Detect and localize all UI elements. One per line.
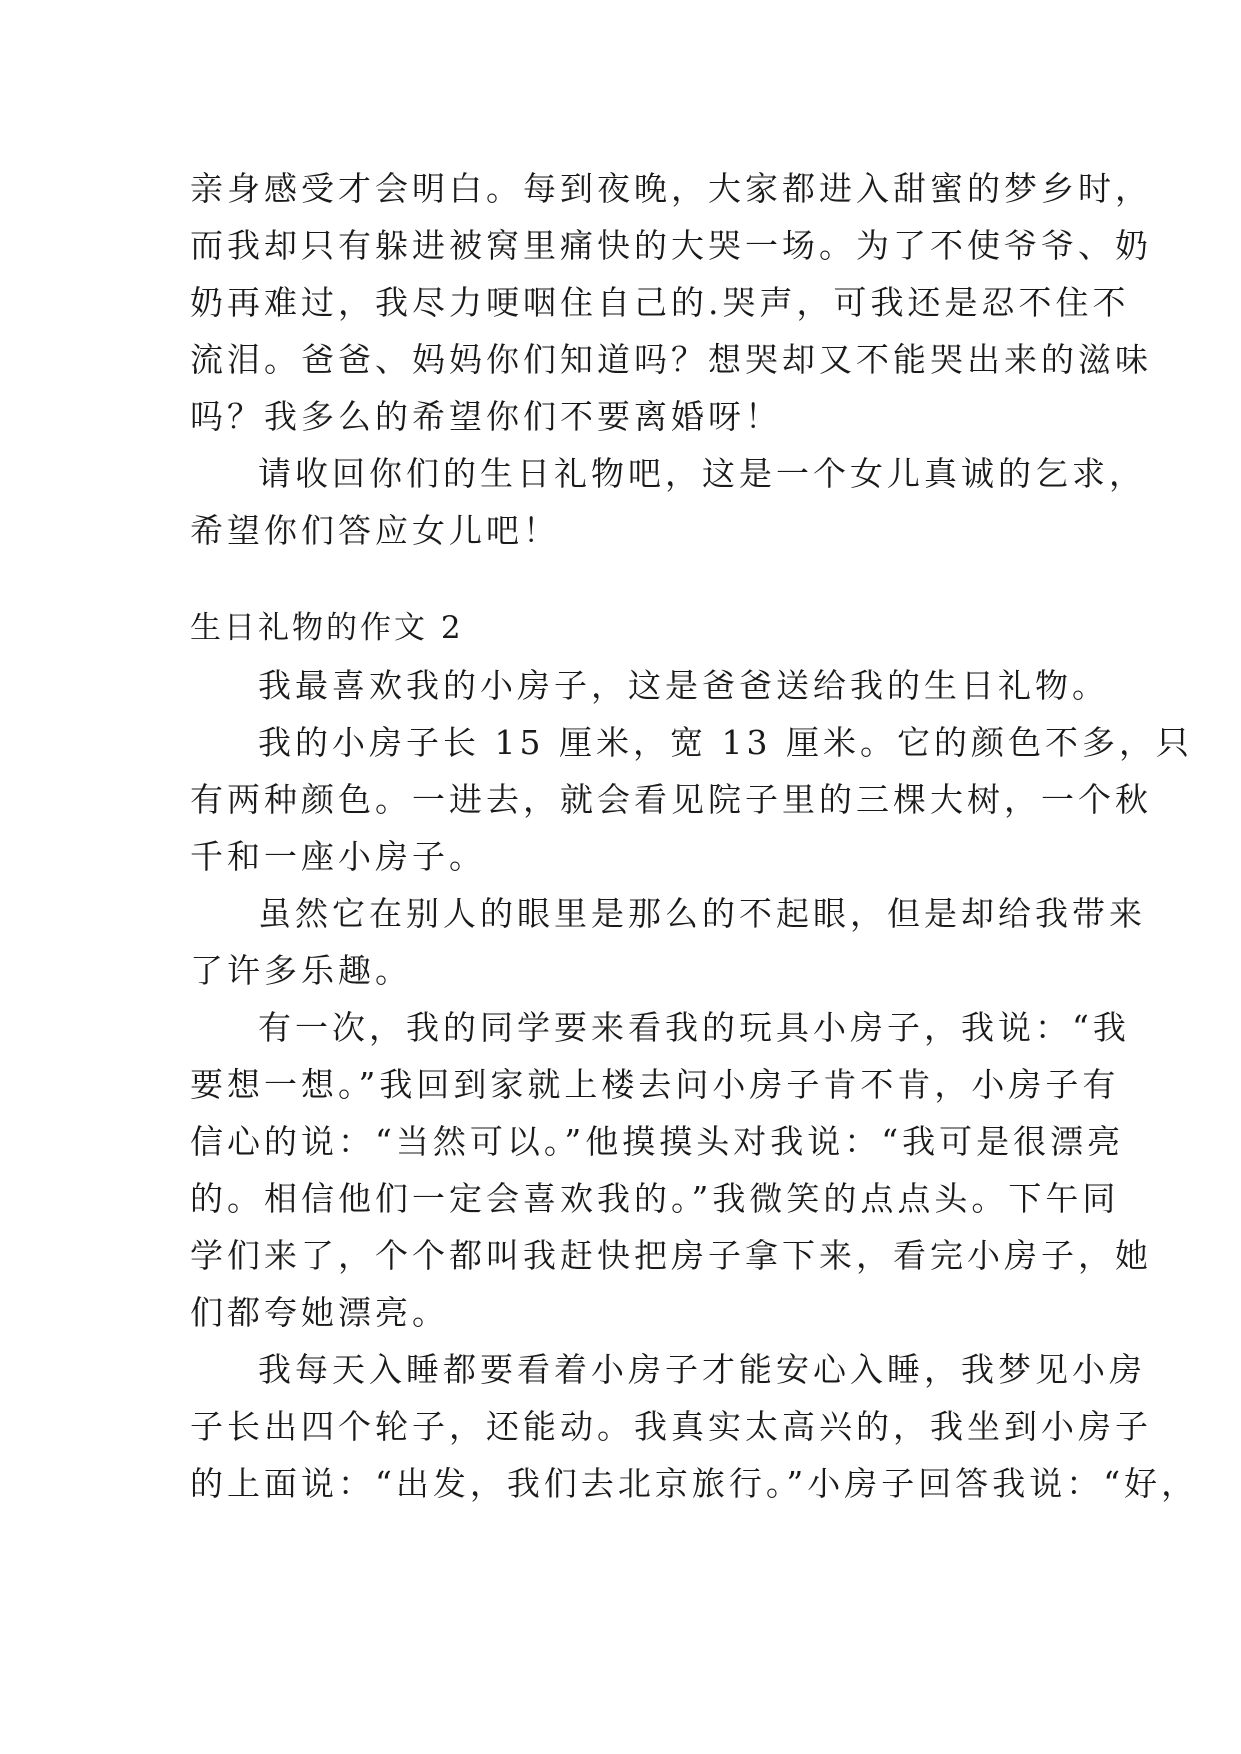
- paragraph-line: 有一次，我的同学要来看我的玩具小房子，我说：“我: [258, 1008, 1130, 1047]
- essay-title: 生日礼物的作文 2: [190, 610, 464, 646]
- paragraph-line: 虽然它在别人的眼里是那么的不起眼，但是却给我带来: [258, 894, 1146, 933]
- paragraph-line: 有两种颜色。一进去，就会看见院子里的三棵大树，一个秋: [190, 780, 1152, 819]
- paragraph-line: 的上面说：“出发，我们去北京旅行。”小房子回答我说：“好，: [190, 1464, 1199, 1503]
- paragraph-line: 子长出四个轮子，还能动。我真实太高兴的，我坐到小房子: [190, 1407, 1152, 1446]
- paragraph-line: 的。相信他们一定会喜欢我的。”我微笑的点点头。下午同: [190, 1179, 1120, 1218]
- paragraph-line: 我每天入睡都要看着小房子才能安心入睡，我梦见小房: [258, 1350, 1146, 1389]
- paragraph-line: 流泪。爸爸、妈妈你们知道吗？想哭却又不能哭出来的滋味: [190, 340, 1152, 379]
- paragraph-line: 亲身感受才会明白。每到夜晚，大家都进入甜蜜的梦乡时，: [190, 169, 1152, 208]
- paragraph-line: 学们来了，个个都叫我赶快把房子拿下来，看完小房子，她: [190, 1236, 1152, 1275]
- essay-1-continuation: [190, 160, 1152, 559]
- paragraph-line: 我最喜欢我的小房子，这是爸爸送给我的生日礼物。: [258, 666, 1109, 705]
- paragraph-line: 信心的说：“当然可以。”他摸摸头对我说：“我可是很漂亮: [190, 1122, 1125, 1161]
- paragraph-line: 希望你们答应女儿吧！: [190, 511, 560, 550]
- paragraph-line: 了许多乐趣。: [190, 951, 412, 990]
- paragraph-line: 奶再难过，我尽力哽咽住自己的.哭声，可我还是忍不住不: [190, 283, 1130, 322]
- paragraph-line: 们都夸她漂亮。: [190, 1293, 449, 1332]
- paragraph-line: 吗？我多么的希望你们不要离婚呀！: [190, 397, 782, 436]
- paragraph-line: 请收回你们的生日礼物吧，这是一个女儿真诚的乞求，: [258, 454, 1146, 493]
- paragraph-line: 而我却只有躲进被窝里痛快的大哭一场。为了不使爷爷、奶: [190, 226, 1152, 265]
- paragraph-line: 要想一想。”我回到家就上楼去问小房子肯不肯，小房子有: [190, 1065, 1120, 1104]
- paragraph-line: 我的小房子长 15 厘米，宽 13 厘米。它的颜色不多，只: [258, 723, 1193, 762]
- essay-2: [190, 600, 1199, 1512]
- paragraph-line: 千和一座小房子。: [190, 837, 486, 876]
